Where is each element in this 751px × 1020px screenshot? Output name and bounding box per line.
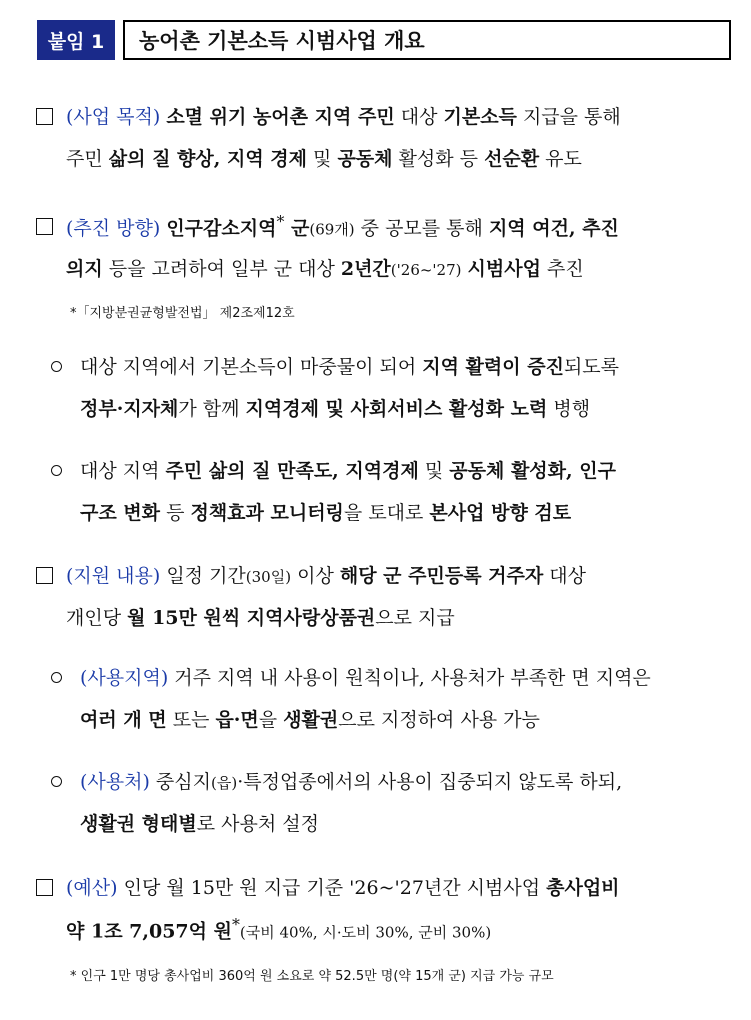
support-label: (지원 내용) [66, 565, 161, 587]
usage-area-line-1: (사용지역) 거주 지역 내 사용이 원칙이나, 사용처가 부족한 면 지역은 [80, 667, 651, 689]
budget-label: (예산) [66, 877, 118, 899]
header [37, 20, 731, 60]
square-bullet-icon [36, 218, 53, 235]
circle-bullet-icon [51, 776, 62, 787]
footnote-budget: * 인구 1만 명당 총사업비 360억 원 소요로 약 52.5만 명(약 15개 군) 지급 가능 규모 [70, 969, 554, 984]
direction-line-2: 의지 등을 고려하여 일부 군 대상 2년간('26~'27) 시범사업 추진 [66, 258, 584, 280]
square-bullet-icon [36, 567, 53, 584]
square-bullet-icon [36, 108, 53, 125]
purpose-line-2: 주민 삶의 질 향상, 지역 경제 및 공동체 활성화 등 선순환 유도 [66, 148, 582, 170]
direction-line-1: (추진 방향) 인구감소지역* 군(69개) 중 공모를 통해 지역 여건, 추진 [66, 212, 619, 240]
circle-bullet-icon [51, 361, 62, 372]
usage-place-label: (사용처) [80, 771, 150, 793]
purpose-line-1: (사업 목적) 소멸 위기 농어촌 지역 주민 대상 기본소득 지급을 통해 [66, 106, 621, 128]
usage-area-line-2: 여러 개 면 또는 읍·면을 생활권으로 지정하여 사용 가능 [80, 709, 540, 731]
support-line-2: 개인당 월 15만 원씩 지역사랑상품권으로 지급 [66, 607, 455, 629]
circle-bullet-icon [51, 465, 62, 476]
square-bullet-icon [36, 879, 53, 896]
budget-line-2: 약 1조 7,057억 원*(국비 40%, 시·도비 30%, 군비 30%) [66, 915, 492, 943]
vitality-line-2: 정부·지자체가 함께 지역경제 및 사회서비스 활성화 노력 병행 [80, 398, 591, 420]
usage-area-label: (사용지역) [80, 667, 169, 689]
monitoring-line-2: 구조 변화 등 정책효과 모니터링을 토대로 본사업 방향 검토 [80, 502, 572, 524]
page-title: 농어촌 기본소득 시범사업 개요 [123, 20, 731, 60]
budget-line-1: (예산) 인당 월 15만 원 지급 기준 '26~'27년간 시범사업 총사업비 [66, 877, 620, 899]
purpose-label: (사업 목적) [66, 106, 161, 128]
direction-label: (추진 방향) [66, 217, 161, 240]
circle-bullet-icon [51, 672, 62, 683]
usage-place-line-2: 생활권 형태별로 사용처 설정 [80, 813, 319, 835]
monitoring-line-1: 대상 지역 주민 삶의 질 만족도, 지역경제 및 공동체 활성화, 인구 [80, 460, 616, 482]
vitality-line-1: 대상 지역에서 기본소득이 마중물이 되어 지역 활력이 증진되도록 [80, 356, 619, 378]
support-line-1: (지원 내용) 일정 기간(30일) 이상 해당 군 주민등록 거주자 대상 [66, 565, 586, 587]
usage-place-line-1: (사용처) 중심지(읍)·특정업종에서의 사용이 집중되지 않도록 하되, [80, 771, 623, 793]
attachment-badge: 붙임 1 [37, 20, 115, 60]
footnote-law: *「지방분권균형발전법」 제2조제12호 [70, 306, 295, 321]
